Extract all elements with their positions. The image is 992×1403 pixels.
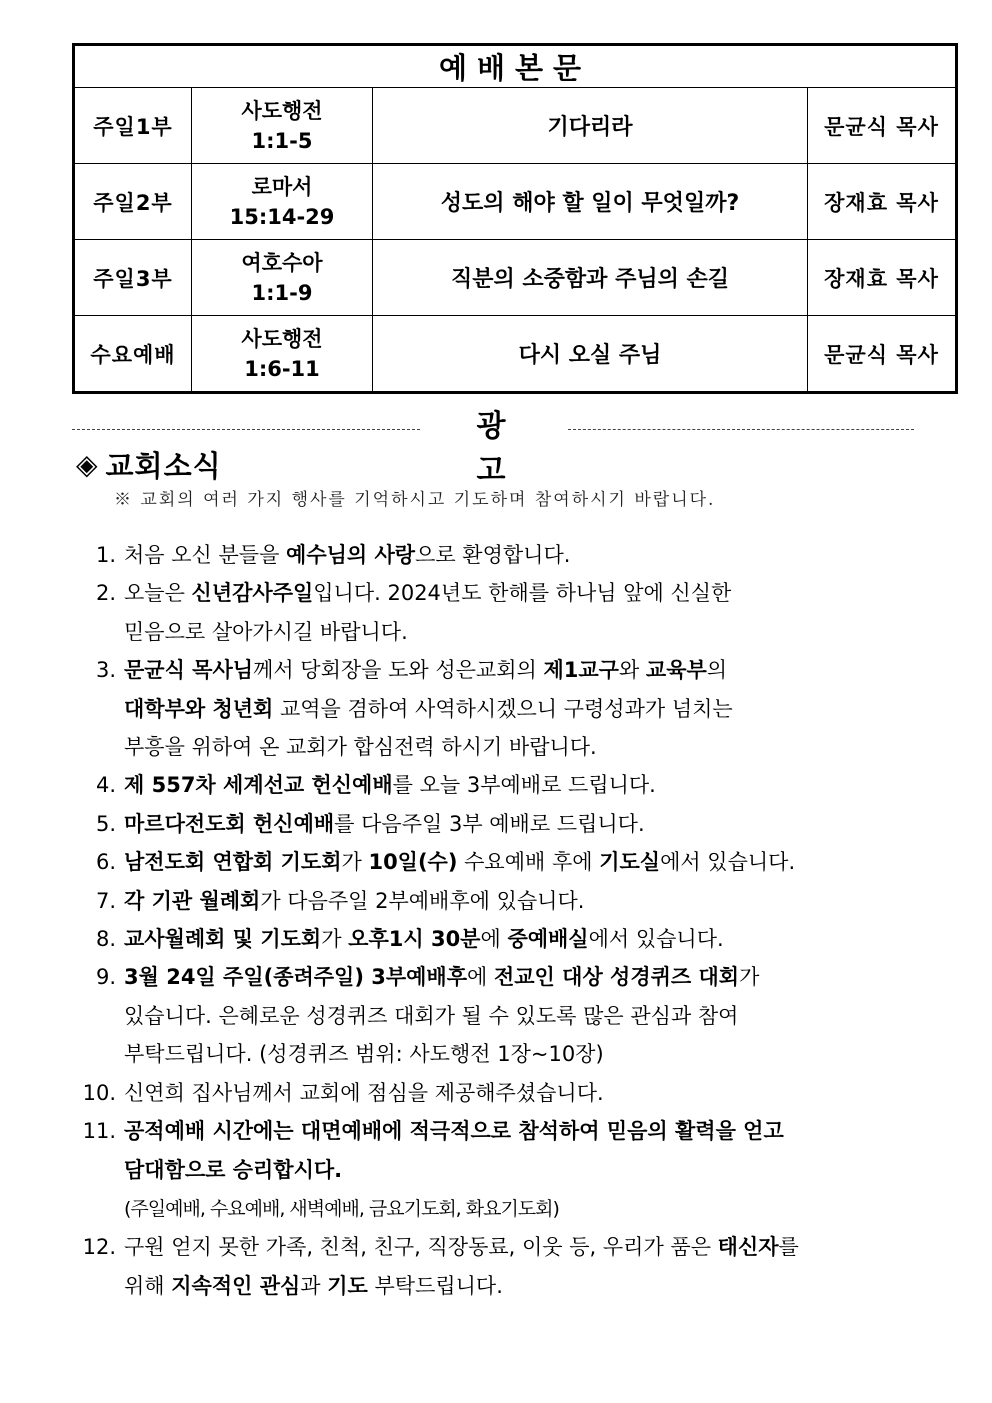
notice-number: 6. bbox=[95, 850, 116, 875]
dashed-rule-right bbox=[568, 429, 914, 430]
service-name: 주일2부 bbox=[74, 164, 192, 240]
notice-line bbox=[124, 1112, 922, 1150]
notice-text: 있습니다. 은혜로운 성경퀴즈 대회가 될 수 있도록 많은 관심과 참여 bbox=[124, 1003, 739, 1028]
notice-item bbox=[72, 920, 922, 958]
notice-text: 부흥을 위하여 온 교회가 합심전력 하시기 바랍니다. bbox=[124, 735, 597, 760]
notice-text: 위해 bbox=[124, 1273, 172, 1298]
notice-line bbox=[124, 920, 922, 958]
notice-line bbox=[124, 536, 922, 574]
section-note: ※ 교회의 여러 가지 행사를 기억하시고 기도하며 참여하시기 바랍니다. bbox=[114, 490, 716, 510]
notice-item bbox=[72, 1228, 922, 1305]
notice-emphasis: 교사월례회 및 기도회 bbox=[124, 927, 322, 952]
notice-item bbox=[72, 805, 922, 843]
notice-item bbox=[72, 958, 922, 1073]
scripture-passage bbox=[192, 316, 373, 393]
notice-number: 9. bbox=[95, 965, 116, 990]
notice-emphasis: 마르다전도회 헌신예배 bbox=[124, 811, 335, 836]
scripture-verse: 1:1-5 bbox=[251, 128, 313, 153]
notice-line bbox=[124, 574, 922, 612]
notice-item bbox=[72, 843, 922, 881]
notice-item bbox=[72, 1074, 922, 1112]
notice-text: 에 bbox=[467, 965, 494, 990]
notice-number: 7. bbox=[95, 888, 116, 913]
notice-number: 3. bbox=[95, 658, 116, 683]
notice-emphasis: 기도 bbox=[327, 1273, 368, 1298]
notice-text: 입니다. 2024년도 한해를 하나님 앞에 신실한 bbox=[313, 581, 732, 606]
sermon-row bbox=[74, 316, 957, 393]
notice-line bbox=[124, 997, 922, 1035]
notice-text: 와 bbox=[618, 658, 646, 683]
notice-emphasis: 태신자 bbox=[717, 1235, 779, 1260]
notice-item bbox=[72, 882, 922, 920]
notice-emphasis: 중예배실 bbox=[507, 927, 589, 952]
notice-text: 부탁드립니다. bbox=[367, 1273, 503, 1298]
notice-emphasis: 제 557차 세계선교 헌신예배 bbox=[124, 773, 393, 798]
notice-text: 부탁드립니다. (성경퀴즈 범위: 사도행전 1장~10장) bbox=[124, 1042, 604, 1067]
notice-number: 10. bbox=[82, 1080, 116, 1105]
notice-number: 8. bbox=[95, 927, 116, 952]
notice-text: 를 오늘 3부예배로 드립니다. bbox=[392, 773, 656, 798]
sermon-title: 직분의 소중함과 주님의 손길 bbox=[373, 240, 808, 316]
scripture-passage bbox=[192, 240, 373, 316]
notice-text: 수요예배 후에 bbox=[457, 850, 600, 875]
notice-emphasis: 지속적인 관심 bbox=[171, 1273, 301, 1298]
sermon-table-title: 예배본문 bbox=[74, 45, 957, 88]
scripture-passage bbox=[192, 164, 373, 240]
notice-line bbox=[124, 1151, 922, 1189]
notice-text: 가 bbox=[739, 965, 760, 990]
diamond-bullet-icon: ◈ bbox=[76, 447, 98, 481]
notice-text: (주일예배, 수요예배, 새벽예배, 금요기도회, 화요기도회) bbox=[124, 1197, 559, 1220]
notice-number: 1. bbox=[95, 543, 116, 567]
notice-line bbox=[124, 1267, 922, 1305]
notice-emphasis: 예수님의 사랑 bbox=[286, 543, 416, 567]
service-name: 주일1부 bbox=[74, 88, 192, 164]
scripture-book: 로마서 bbox=[251, 174, 313, 199]
notice-line bbox=[124, 805, 922, 843]
notice-text: 처음 오신 분들을 bbox=[124, 543, 287, 567]
preacher: 장재효 목사 bbox=[808, 164, 957, 240]
notice-line bbox=[124, 882, 922, 920]
notice-number: 4. bbox=[95, 773, 116, 798]
notice-text: 과 bbox=[300, 1273, 328, 1298]
service-name: 주일3부 bbox=[74, 240, 192, 316]
notice-item bbox=[72, 651, 922, 766]
scripture-passage bbox=[192, 88, 373, 164]
scripture-verse: 15:14-29 bbox=[229, 204, 335, 229]
scripture-book: 사도행전 bbox=[241, 326, 323, 351]
scripture-verse: 1:6-11 bbox=[244, 356, 320, 381]
notice-text: 가 bbox=[321, 927, 349, 952]
notice-text: 가 다음주일 2부예배후에 있습니다. bbox=[260, 888, 585, 913]
notice-line bbox=[124, 766, 922, 804]
ads-heading: 광고 bbox=[476, 409, 532, 488]
section-title: 교회소식 bbox=[105, 448, 222, 483]
notice-item bbox=[72, 1112, 922, 1228]
notice-emphasis: 3월 24일 주일(종려주일) 3부예배후 bbox=[124, 965, 468, 990]
notice-emphasis: 오후1시 30분 bbox=[348, 927, 481, 952]
notice-emphasis: 전교인 대상 성경퀴즈 대회 bbox=[493, 965, 740, 990]
notice-text: 가 bbox=[341, 850, 369, 875]
notice-text: 오늘은 bbox=[124, 581, 192, 606]
notice-emphasis: 10일(수) bbox=[368, 850, 458, 875]
service-name: 수요예배 bbox=[74, 316, 192, 393]
notice-emphasis: 문균식 목사님 bbox=[124, 658, 254, 683]
notice-line bbox=[124, 651, 922, 689]
notice-number: 12. bbox=[82, 1235, 116, 1260]
notice-text: 에서 있습니다. bbox=[660, 850, 796, 875]
notice-item bbox=[72, 574, 922, 651]
sermon-row bbox=[74, 88, 957, 164]
notice-emphasis: 남전도회 연합회 기도회 bbox=[124, 850, 342, 875]
notice-item bbox=[72, 766, 922, 804]
notice-number: 11. bbox=[82, 1119, 116, 1144]
notice-line bbox=[124, 613, 922, 651]
scripture-book: 사도행전 bbox=[241, 98, 323, 123]
notice-text: 으로 환영합니다. bbox=[415, 543, 571, 567]
dashed-rule-left bbox=[72, 429, 420, 430]
notice-emphasis: 제1교구 bbox=[543, 658, 619, 683]
notice-emphasis: 대학부와 청년회 bbox=[124, 696, 274, 721]
notice-emphasis: 기도실 bbox=[599, 850, 661, 875]
notice-text: 에 bbox=[480, 927, 508, 952]
notice-text: 의 bbox=[706, 658, 728, 683]
notice-line bbox=[124, 1189, 922, 1228]
sermon-title: 다시 오실 주님 bbox=[373, 316, 808, 393]
notice-text: 를 다음주일 3부 예배로 드립니다. bbox=[334, 811, 645, 836]
sermon-table bbox=[72, 43, 958, 394]
notice-number: 5. bbox=[95, 811, 116, 836]
sermon-title: 성도의 해야 할 일이 무엇일까? bbox=[373, 164, 808, 240]
notice-line bbox=[124, 1035, 922, 1073]
notice-line bbox=[124, 843, 922, 881]
sermon-title: 기다리라 bbox=[373, 88, 808, 164]
notice-item bbox=[72, 536, 922, 574]
sermon-row bbox=[74, 240, 957, 316]
scripture-book: 여호수아 bbox=[241, 250, 323, 275]
notice-emphasis: 담대함으로 승리합시다. bbox=[124, 1157, 343, 1182]
notice-text: 교역을 겸하여 사역하시겠으니 구령성과가 넘치는 bbox=[273, 696, 733, 721]
notice-line bbox=[124, 728, 922, 766]
notice-line bbox=[124, 1074, 922, 1112]
notice-list bbox=[72, 536, 922, 1305]
notice-line bbox=[124, 1228, 922, 1266]
preacher: 문균식 목사 bbox=[808, 316, 957, 393]
scripture-verse: 1:1-9 bbox=[251, 280, 313, 305]
notice-text: 께서 당회장을 도와 성은교회의 bbox=[253, 658, 544, 683]
preacher: 장재효 목사 bbox=[808, 240, 957, 316]
notice-emphasis: 신년감사주일 bbox=[191, 581, 314, 606]
preacher: 문균식 목사 bbox=[808, 88, 957, 164]
sermon-row bbox=[74, 164, 957, 240]
notice-emphasis: 각 기관 월례회 bbox=[124, 888, 261, 913]
notice-emphasis: 교육부 bbox=[645, 658, 707, 683]
notice-text: 에서 있습니다. bbox=[588, 927, 724, 952]
notice-emphasis: 공적예배 시간에는 대면예배에 적극적으로 참석하여 믿음의 활력을 얻고 bbox=[124, 1119, 784, 1144]
notice-line bbox=[124, 690, 922, 728]
notice-text: 신연희 집사님께서 교회에 점심을 제공해주셨습니다. bbox=[124, 1080, 604, 1105]
notice-number: 2. bbox=[95, 581, 116, 606]
notice-line bbox=[124, 958, 922, 996]
notice-text: 구원 얻지 못한 가족, 친척, 친구, 직장동료, 이웃 등, 우리가 품은 bbox=[124, 1235, 718, 1260]
notice-text: 를 bbox=[778, 1235, 799, 1260]
notice-text: 믿음으로 살아가시길 바랍니다. bbox=[124, 619, 408, 644]
section-header bbox=[76, 444, 222, 484]
